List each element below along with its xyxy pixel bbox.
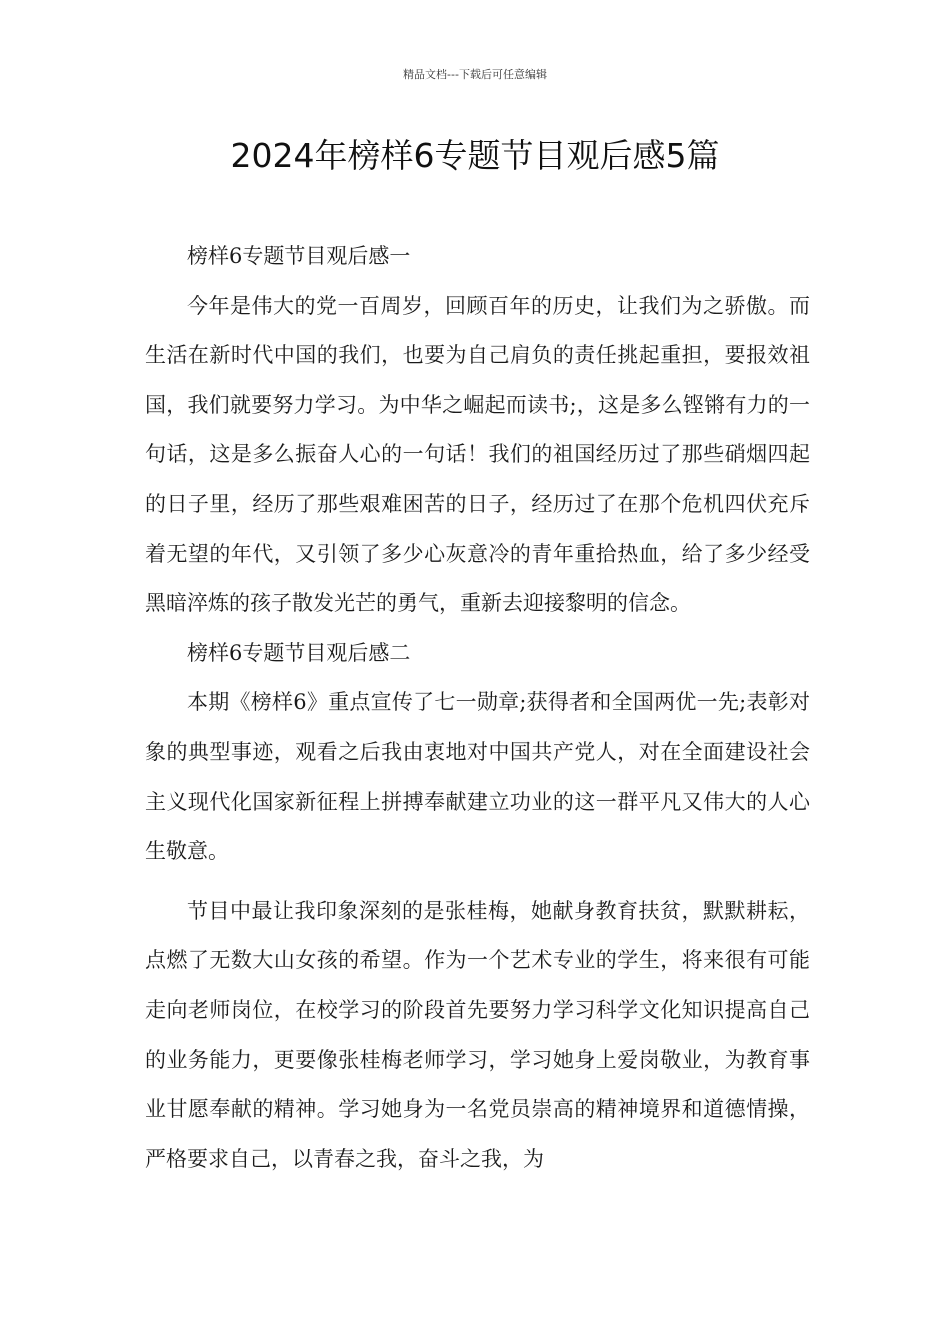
section-heading-2: 榜样6专题节目观后感二 — [187, 640, 411, 665]
section-heading-1: 榜样6专题节目观后感一 — [187, 244, 411, 268]
paragraph-2: 本期《榜样6》重点宣传了七一勋章;获得者和全国两优一先;表彰对象的典型事迹，观看之后我由衷地对中国共产党人，对在全面建设社会主义现代化国家新征程上拼搏奉献建立功业的这一群平凡又伟大的人心生敬意。 — [145, 690, 810, 864]
paragraph-1: 今年是伟大的党一百周岁，回顾百年的历史，让我们为之骄傲。而生活在新时代中国的我们，也要为自己肩负的责任挑起重担，要报效祖国，我们就要努力学习。为中华之崛起而读书;，这是多么铿锵有力的一句话，这是多么振奋人心的一句话！我们的祖国经历过了那些硝烟四起的日子里，经历了那些艰难困苦的日子，经历过了在那个危机四伏充斥着无望的年代，又引领了多少心灰意冷的青年重拾热血，给了多少经受黑暗淬炼的孩子散发光芒的勇气，重新去迎接黎明的信念。 — [145, 293, 810, 616]
paragraph-3: 节目中最让我印象深刻的是张桂梅，她献身教育扶贫，默默耕耘，点燃了无数大山女孩的希望。作为一个艺术专业的学生，将来很有可能走向老师岗位，在校学习的阶段首先要努力学习科学文化知识提高自己的业务能力，更要像张桂梅老师学习，学习她身上爱岗敬业，为教育事业甘愿奉献的精神。学习她身为一名党员崇高的精神境界和道德情操，严格要求自己，以青春之我，奋斗之我，为 — [145, 898, 810, 1171]
document-title: 2024年榜样6专题节目观后感5篇 — [230, 136, 720, 175]
document-body — [145, 232, 810, 1184]
page-header: 精品文档---下载后可任意编辑 — [403, 68, 547, 81]
